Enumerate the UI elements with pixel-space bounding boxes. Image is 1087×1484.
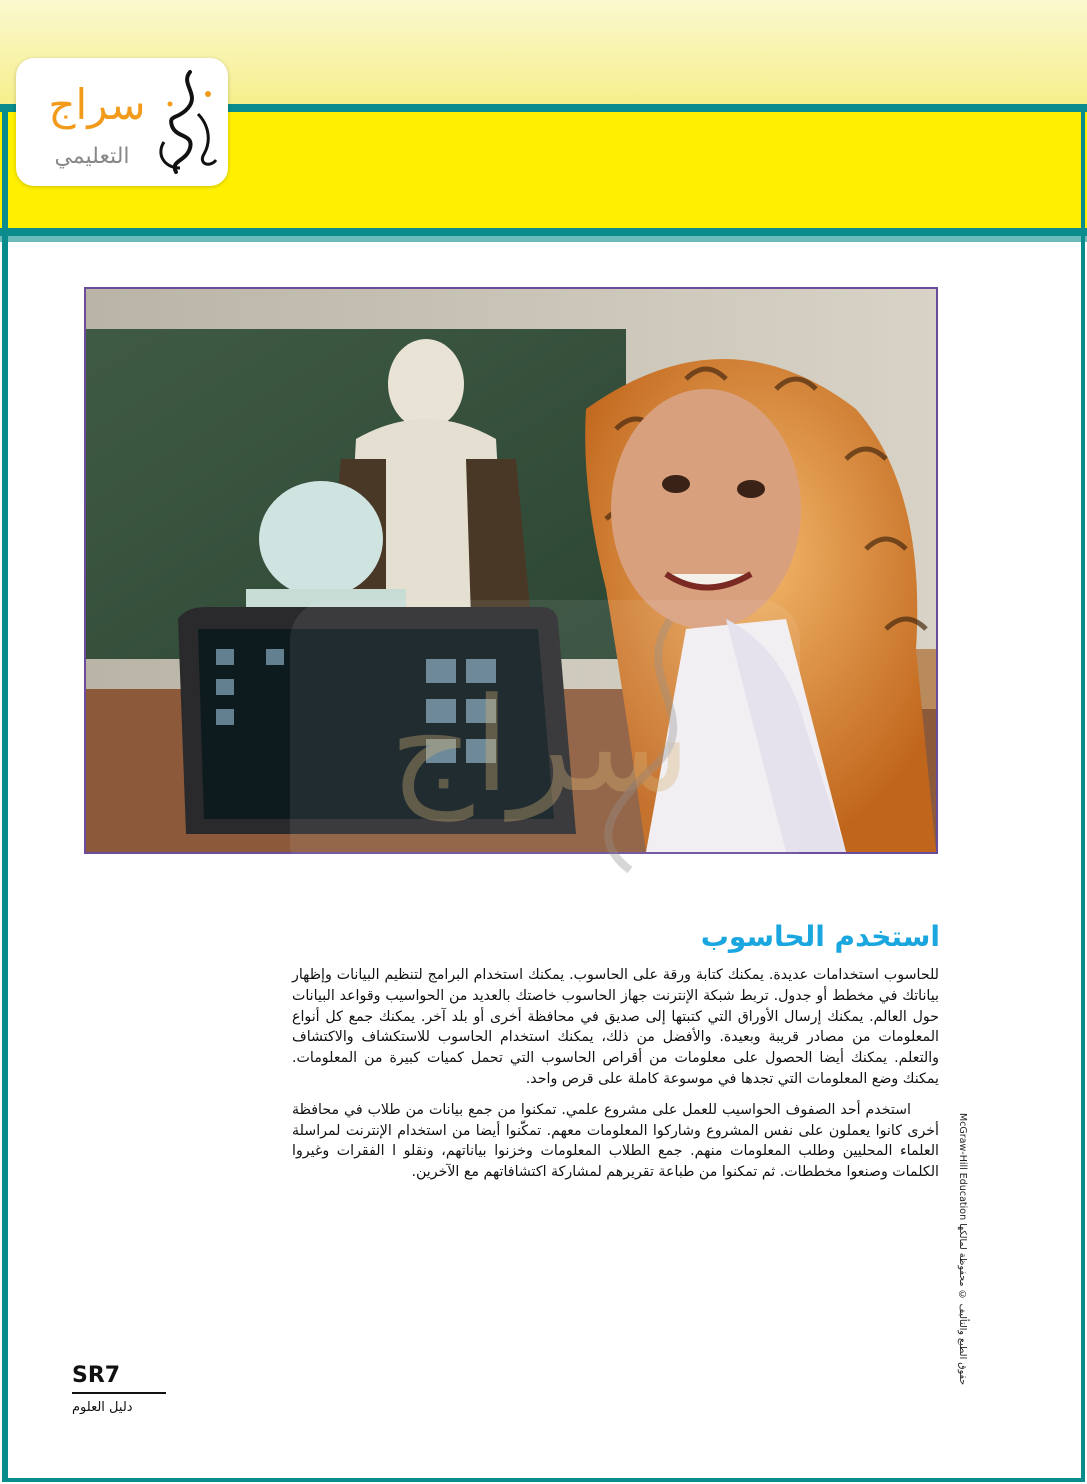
section-title: استخدم الحاسوب <box>700 920 940 953</box>
book-name: دليل العلوم <box>72 1400 133 1415</box>
siraj-logo <box>16 58 228 186</box>
logo-subtitle: التعليمي <box>54 144 130 169</box>
watermark-logo-icon <box>290 600 810 890</box>
footer-rule <box>72 1392 166 1394</box>
body-text <box>292 965 939 1193</box>
calligraphy-icon <box>150 64 226 180</box>
paragraph-1: للحاسوب استخدامات عديدة. يمكنك كتابة ورقة على الحاسوب. يمكنك استخدام البرامج لتنظيم البيانات وإظهار بياناتك في مخطط أو جدول. تربط شبكة الإنترنت جهاز الحاسوب خاصتك بالعديد من الحواسيب وقواعد البيانات حول العالم. يمكنك إرسال الأوراق التي كتبتها إلى صديق في محافظة أخرى أو بلد آخر. يمكنك جمع كل أنواع المعلومات من مصادر قريبة وبعيدة. والأفضل من ذلك، يمكنك استخدام الحاسوب للاستكشاف والاكتشاف والتعلم. يمكنك أيضا الحصول على معلومات من أقراص الحاسوب التي تحمل كميات كبيرة من المعلومات. يمكنك وضع المعلومات التي تجدها في موسوعة كاملة على قرص واحد. <box>292 967 939 1087</box>
svg-text:سراج: سراج <box>389 669 691 821</box>
page-number: SR7 <box>72 1363 121 1388</box>
paragraph-2: استخدم أحد الصفوف الحواسيب للعمل على مشروع علمي. تمكنوا من جمع بيانات من طلاب في محافظة أخرى كانوا يعملون على نفس المشروع وشاركوا المعلومات معهم. تمكّنوا أيضا من استخدام الإنترنت لمراسلة العلماء المحليين وطلب المعلومات منهم. جمع الطلاب المعلومات وخزنوا بياناتهم، ونقلو ا الفقرات وغيروا الكلمات وصنعوا مخططات. ثم تمكنوا من طباعة تقريرهم لمشاركة اكتشافاتهم مع الآخرين. <box>292 1101 939 1181</box>
logo-name: سراج <box>48 80 146 129</box>
copyright-note: حقوق الطبع والتأليف © محفوظة لمالكها McGraw-Hill Education <box>957 1112 968 1385</box>
